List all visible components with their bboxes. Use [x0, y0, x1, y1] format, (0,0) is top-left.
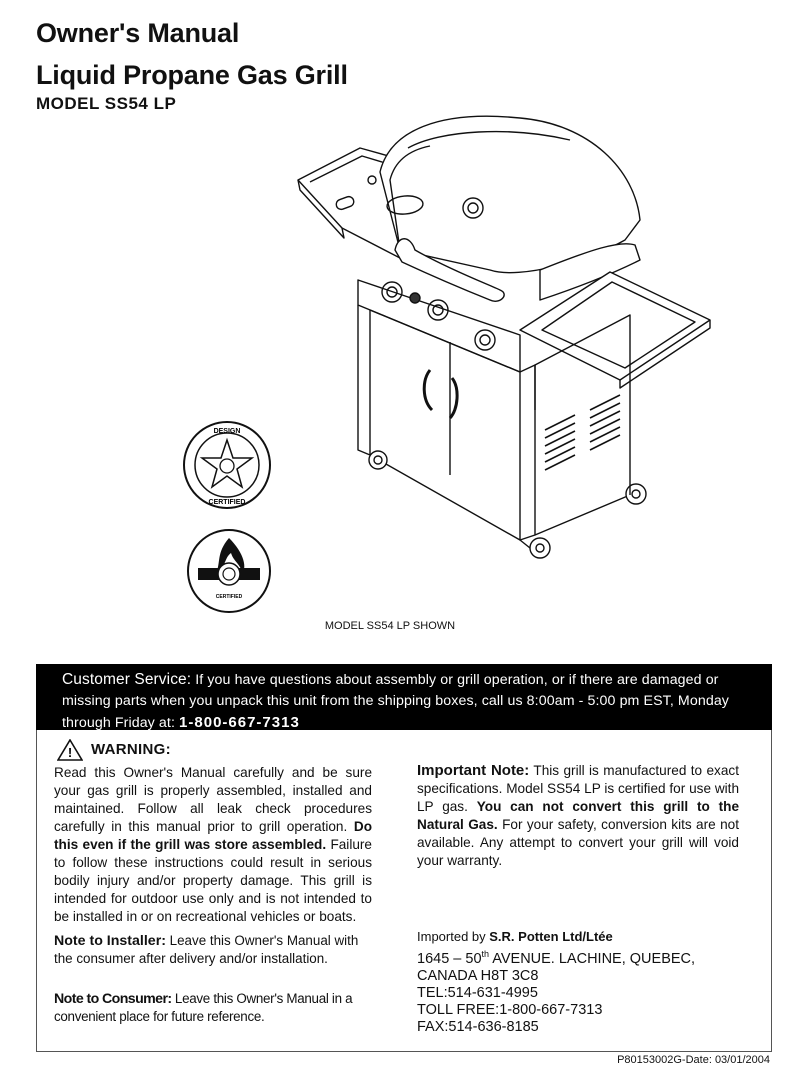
warning-triangle-icon: [57, 739, 83, 761]
importer-company: S.R. Potten Ltd/Ltée: [489, 929, 613, 944]
importer-address: [417, 946, 747, 968]
model-number: MODEL SS54 LP: [36, 94, 177, 113]
warning-bold: Do this even if the grill was store assembled.: [54, 819, 372, 852]
important-head: Important Note:: [417, 762, 530, 779]
figure-caption: MODEL SS54 LP SHOWN: [324, 620, 456, 632]
addr-sup: th: [481, 949, 490, 959]
consumer-text: Leave this Owner's Manual in a convenient place for future reference.: [54, 991, 353, 1024]
flame-certified-seal: [186, 528, 272, 614]
important-text-1: This grill is manufactured to exact specifications. Model SS54 LP is certified for use with LP gas.: [417, 763, 739, 814]
warning-heading: [57, 738, 372, 762]
importer-tel: TEL:514-631-4995: [417, 984, 538, 1001]
important-bold: You can not convert this grill to the Natural Gas.: [417, 799, 739, 832]
flame-seal-text: CERTIFIED: [215, 594, 243, 600]
addr-post: AVENUE. LACHINE, QUEBEC,: [489, 950, 696, 967]
service-phone: 1-800-667-7313: [179, 714, 300, 731]
document-code: P80153002G-Date: 03/01/2004: [617, 1054, 770, 1066]
design-certified-seal: [182, 420, 272, 510]
installer-head: Note to Installer:: [54, 933, 166, 949]
product-title: Liquid Propane Gas Grill: [36, 60, 348, 90]
svg-text:!: !: [67, 745, 73, 760]
warning-column: [54, 738, 372, 1026]
seal-bottom-text: CERTIFIED: [208, 499, 246, 506]
installer-text: Leave this Owner's Manual with the consumer after delivery and/or installation.: [54, 933, 359, 966]
seal-top-text: DESIGN: [213, 428, 241, 435]
manual-title: Owner's Manual: [36, 18, 240, 48]
warning-text: [54, 764, 372, 926]
note-to-consumer: [54, 990, 372, 1026]
note-to-installer: [54, 932, 372, 968]
important-note: [417, 762, 739, 870]
title-block: [36, 14, 348, 114]
warning-title: WARNING:: [91, 741, 171, 758]
importer-prefix: Imported by: [417, 929, 490, 944]
importer-line: [417, 928, 747, 946]
service-label: Customer Service:: [62, 671, 192, 688]
addr-pre: 1645 – 50: [417, 950, 482, 967]
consumer-head: Note to Consumer:: [54, 991, 172, 1007]
importer-fax: FAX:514-636-8185: [417, 1018, 539, 1035]
warning-text-2: Failure to follow these instructions could result in serious bodily injury and/or property damage. This grill is intended for outdoor use only and is not intended to be installed in or on recreational vehicles or boats.: [54, 837, 372, 924]
important-text-2: For your safety, conversion kits are not available. Any attempt to convert your grill will void your warranty.: [417, 817, 739, 868]
customer-service-banner: [36, 664, 772, 730]
warning-text-1: Read this Owner's Manual carefully and be sure your gas grill is properly assembled, installed and maintained. Follow all leak check procedures carefully in this manual prior to grill operation.: [54, 765, 372, 834]
service-text: If you have questions about assembly or grill operation, or if there are damaged or missing parts when you unpack this unit from the shipping boxes, call us 8:00am - 5:00 pm EST, Monday through Friday at:: [62, 672, 729, 731]
importer-city: CANADA H8T 3C8: [417, 967, 539, 984]
importer-info: [417, 928, 747, 1036]
importer-tollfree: TOLL FREE:1-800-667-7313: [417, 1001, 603, 1018]
grill-illustration: [290, 110, 720, 570]
